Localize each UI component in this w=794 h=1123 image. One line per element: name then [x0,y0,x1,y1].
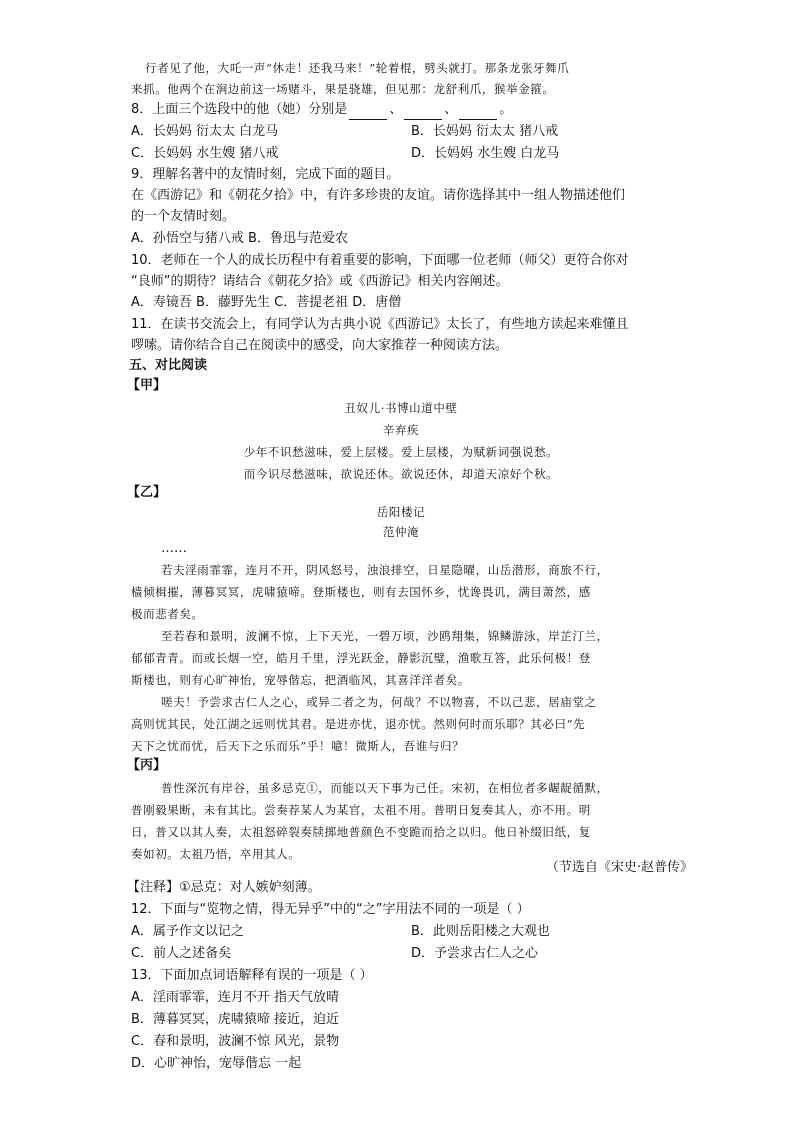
question-10-stem: “良师”的期待？请结合《朝花夕拾》或《西游记》相关内容阐述。 [131,274,509,289]
answer-blank[interactable] [349,105,387,120]
poem-line: 少年不识愁滋味，爱上层楼。爱上层楼，为赋新词强说愁。 [243,445,559,459]
essay-line: 郁郁青青。而或长烟一空，皓月千里，浮光跃金，静影沉璧，渔歌互答，此乐何极！登 [131,651,591,665]
history-line: 奏如初。太祖乃悟，卒用其人。 [131,847,301,861]
essay-line: 樯倾楫摧，薄暮冥冥，虎啸猿啼。登斯楼也，则有去国怀乡，忧谗畏讥，满目萧然，感 [131,585,591,599]
question-13-stem: 13．下面加点词语解释有误的一项是（ ） [131,968,373,983]
essay-line: 斯楼也，则有心旷神怡，宠辱偕忘，把酒临风，其喜洋洋者矣。 [131,673,470,687]
answer-blank[interactable] [404,105,442,120]
essay-author: 范仲淹 [382,525,420,539]
option-d[interactable]: D．予尝求古仁人之心 [411,946,539,961]
question-9-body: 在《西游记》和《朝花夕拾》中，有许多珍贵的友谊。请你选择其中一组人物描述他们 [131,188,626,203]
history-line: 普性深沉有岸谷，虽多忌克①，而能以天下事为己任。宋初，在相位者多龌龊循默， [161,781,609,795]
essay-title: 岳阳楼记 [376,505,426,519]
passage-label-yi: 【乙】 [127,485,167,500]
essay-line: 若夫淫雨霏霏，连月不开，阴风怒号，浊浪排空，日星隐曜，山岳潜形，商旅不行， [161,563,609,577]
question-12-options-row1 [131,922,550,942]
option-d[interactable]: D．心旷神怡，宠辱偕忘 一起 [131,1056,302,1071]
question-8-options-row1 [131,122,559,142]
question-8-stem: 8．上面三个选段中的他（她）分别是 、 、 。 [131,100,512,120]
question-10-stem: 10．老师在一个人的成长历程中有着重要的影响，下面哪一位老师（师父）更符合你对 [131,253,629,268]
question-9-stem: 9．理解名著中的友情时刻，完成下面的题目。 [131,167,400,182]
option-d[interactable]: D．长妈妈 水生嫂 白龙马 [411,146,560,161]
question-10-options[interactable]: A．寿镜吾 B．藤野先生 C．菩提老祖 D．唐僧 [131,295,402,310]
essay-line: 嗟夫！予尝求古仁人之心，或异二者之为，何哉？不以物喜，不以己悲，居庙堂之 [161,695,597,709]
answer-blank[interactable] [459,105,497,120]
option-c[interactable]: C．长妈妈 水生嫂 猪八戒 [131,146,279,161]
passage-line: 来抓。他两个在涧边前这一场赌斗，果是骁雄，但见那：龙舒利爪，猴举金箍。 [131,82,555,96]
essay-line: 至若春和景明，波澜不惊，上下天光，一碧万顷，沙鸥翔集，锦鳞游泳，岸芷汀兰， [161,629,609,643]
essay-line: 高则忧其民，处江湖之远则忧其君。是进亦忧，退亦忧。然则何时而乐耶？其必曰“先 [131,717,586,731]
passage-line: 行者见了他，大吒一声“休走！还我马来！”轮着棍，劈头就打。那条龙张牙舞爪 [145,61,570,75]
option-c[interactable]: C．春和景明，波澜不惊 风光，景物 [131,1034,340,1049]
footnote: 【注释】①忌克：对人嫉妒刻薄。 [127,880,321,895]
ellipsis: …… [161,541,187,556]
essay-line: 极而悲者矣。 [131,607,204,621]
history-line: 普刚毅果断，未有其比。尝奏荐某人为某官，太祖不用。普明日复奏其人，亦不用。明 [131,803,591,817]
poem-title: 丑奴儿·书博山道中壁 [344,401,458,415]
option-c[interactable]: C．前人之述备矣 [131,946,232,961]
passage-label-jia: 【甲】 [127,378,167,393]
question-8-options-row2 [131,144,560,164]
passage-label-bing: 【丙】 [127,758,167,773]
option-b[interactable]: B．薄暮冥冥，虎啸猿啼 接近，迫近 [131,1012,340,1027]
option-b[interactable]: B．长妈妈 衍太太 猪八戒 [411,124,559,139]
question-11-stem: 啰嗦。请你结合自己在阅读中的感受，向大家推荐一种阅读方法。 [131,338,509,353]
question-9-body: 的一个友情时刻。 [131,209,236,224]
option-a[interactable]: A．属予作文以记之 [131,924,244,939]
section-title: 五、对比阅读 [129,358,208,373]
poem-author: 辛弃疾 [382,423,420,437]
question-9-options[interactable]: A．孙悟空与猪八戒 B．鲁迅与范爱农 [131,231,348,246]
history-line: 日，普又以其人奏，太祖怒碎裂奏牍掷地普颜色不变跪而拾之以归。他日补缀旧纸，复 [131,825,591,839]
essay-line: 天下之忧而忧，后天下之乐而乐”乎！噫！微斯人，吾谁与归？ [131,739,465,753]
option-a[interactable]: A．淫雨霏霏，连月不开 指天气放晴 [131,990,340,1005]
question-12-stem: 12．下面与“览物之情，得无异乎”中的“之”字用法不同的一项是（ ） [131,902,530,917]
poem-line: 而今识尽愁滋味，欲说还休。欲说还休，却道天凉好个秋。 [243,467,559,481]
option-a[interactable]: A．长妈妈 衍太太 白龙马 [131,124,279,139]
question-11-stem: 11．在读书交流会上，有同学认为古典小说《西游记》太长了，有些地方读起来难懂且 [131,317,629,332]
option-b[interactable]: B．此则岳阳楼之大观也 [411,924,550,939]
source-citation: （节选自《宋史·赵普传》 [545,860,693,875]
question-12-options-row2 [131,944,539,964]
